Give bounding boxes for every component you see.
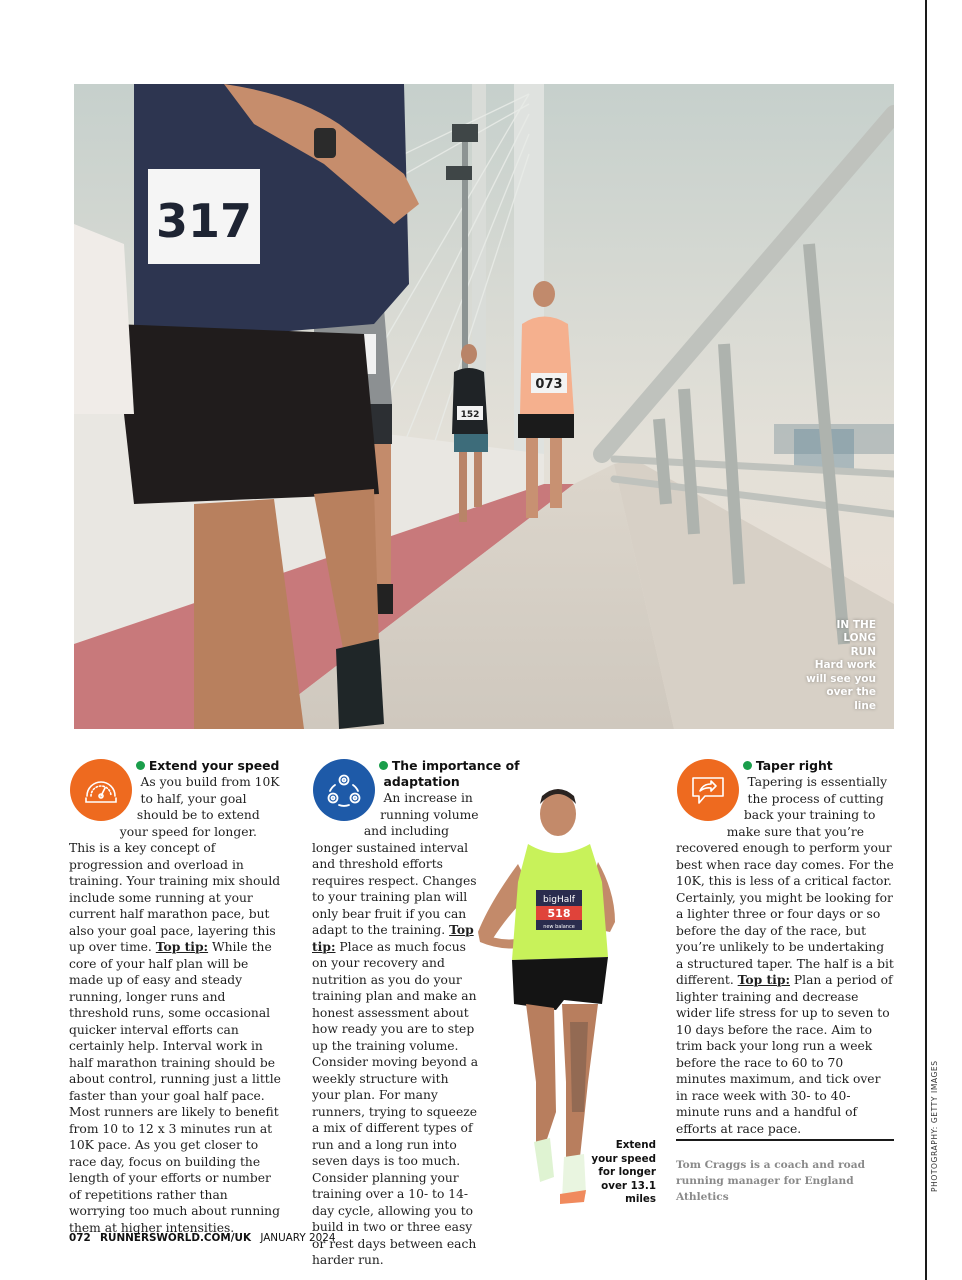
section-body: An increase in running volume and including longer sustained interval and threshold efforts requires respect. Changes to your training plan will only bear fruit if you can adapt to the training. Top tip: Place as much focus on your recovery and nutrition as you do your training plan and make an honest assessment about how ready you are to step up the training volume. Consider moving beyond a weekly structure with your plan. For many runners, trying to squeeze a mix of different types of run and a long run into seven days is too much. Consider planning your training over a 10- to 14-day cycle, allowing you to build in two or three easy or rest days between each harder run. [312, 791, 479, 1267]
section-heading: The importance of adaptation [312, 758, 520, 790]
svg-text:new balance: new balance [543, 924, 575, 930]
svg-text:073: 073 [535, 377, 563, 392]
svg-text:317: 317 [155, 194, 253, 248]
runner-photo-caption: Extend your speed for longer over 13.1 miles [591, 1139, 656, 1205]
section-taper-right [676, 758, 894, 1137]
svg-text:518: 518 [547, 907, 571, 920]
section-heading: Taper right [676, 758, 894, 774]
section-extend-your-speed [69, 758, 285, 1236]
speedometer-icon [70, 759, 132, 821]
speech-bubble-arrow-icon [677, 759, 739, 821]
bridge-race-illustration [74, 84, 894, 729]
svg-text:152: 152 [460, 410, 480, 420]
hero-photo [74, 84, 894, 729]
cycle-gears-icon [313, 759, 375, 821]
photo-credit: PHOTOGRAPHY: GETTY IMAGES [930, 1060, 939, 1192]
section-heading: Extend your speed [69, 758, 285, 774]
hero-caption-body: Hard work will see you over the line [806, 659, 876, 712]
bullet-dot-icon [379, 761, 388, 770]
bullet-dot-icon [136, 761, 145, 770]
top-tip-label: Top tip: [737, 972, 790, 987]
svg-text:bigHalf: bigHalf [543, 895, 575, 905]
author-bio: Tom Craggs is a coach and road running manager for England Athletics [676, 1159, 866, 1203]
site-link[interactable]: RUNNERSWORLD.COM/UK [100, 1232, 251, 1244]
page-footer [69, 1232, 341, 1244]
section-body: As you build from 10K to half, your goal should be to extend your speed for longer. This is a key concept of progression and overload in training. Your training mix should include some running at your current half marathon pace, but also your goal pace, layering this up over time. Top tip: While the core of your half plan will be made up of easy and steady running, longer runs and threshold runs, some occasional quicker interval efforts can certainly help. Interval work in half marathon training should be about control, running just a little faster than your goal half pace. Most runners are likely to benefit from 10 to 12 x 3 minutes run at 10K pace. As you get closer to race day, focus on building the length of your efforts or number of repetitions rather than worrying too much about running them at higher intensities. [69, 775, 281, 1235]
hero-caption [802, 619, 876, 714]
bio-divider [676, 1139, 894, 1141]
top-tip-label: Top tip: [312, 922, 474, 954]
spine-rule [925, 0, 927, 1280]
section-body: Tapering is essentially the process of cutting back your training to make sure that you’re recovered enough to perform your best when race day comes. For the 10K, this is less of a critical factor. Certainly, you might be looking for a lighter three or four days or so before the day of the race, but you’re unlikely to be undertaking a structured taper. The half is a bit different. Top tip: Plan a period of lighter training and decrease wider life stress for up to seven to 10 days before the race. Aim to trim back your long run a week before the race to 60 to 70 minutes maximum, and tick over in race week with 30- to 40-minute runs and a handful of efforts at race pace. [676, 775, 894, 1136]
hero-caption-kicker: IN THE LONG RUN [836, 618, 876, 658]
page-number: 072 [69, 1232, 91, 1244]
bullet-dot-icon [743, 761, 752, 770]
issue-date: JANUARY 2024 [260, 1232, 336, 1244]
top-tip-label: Top tip: [155, 939, 209, 954]
